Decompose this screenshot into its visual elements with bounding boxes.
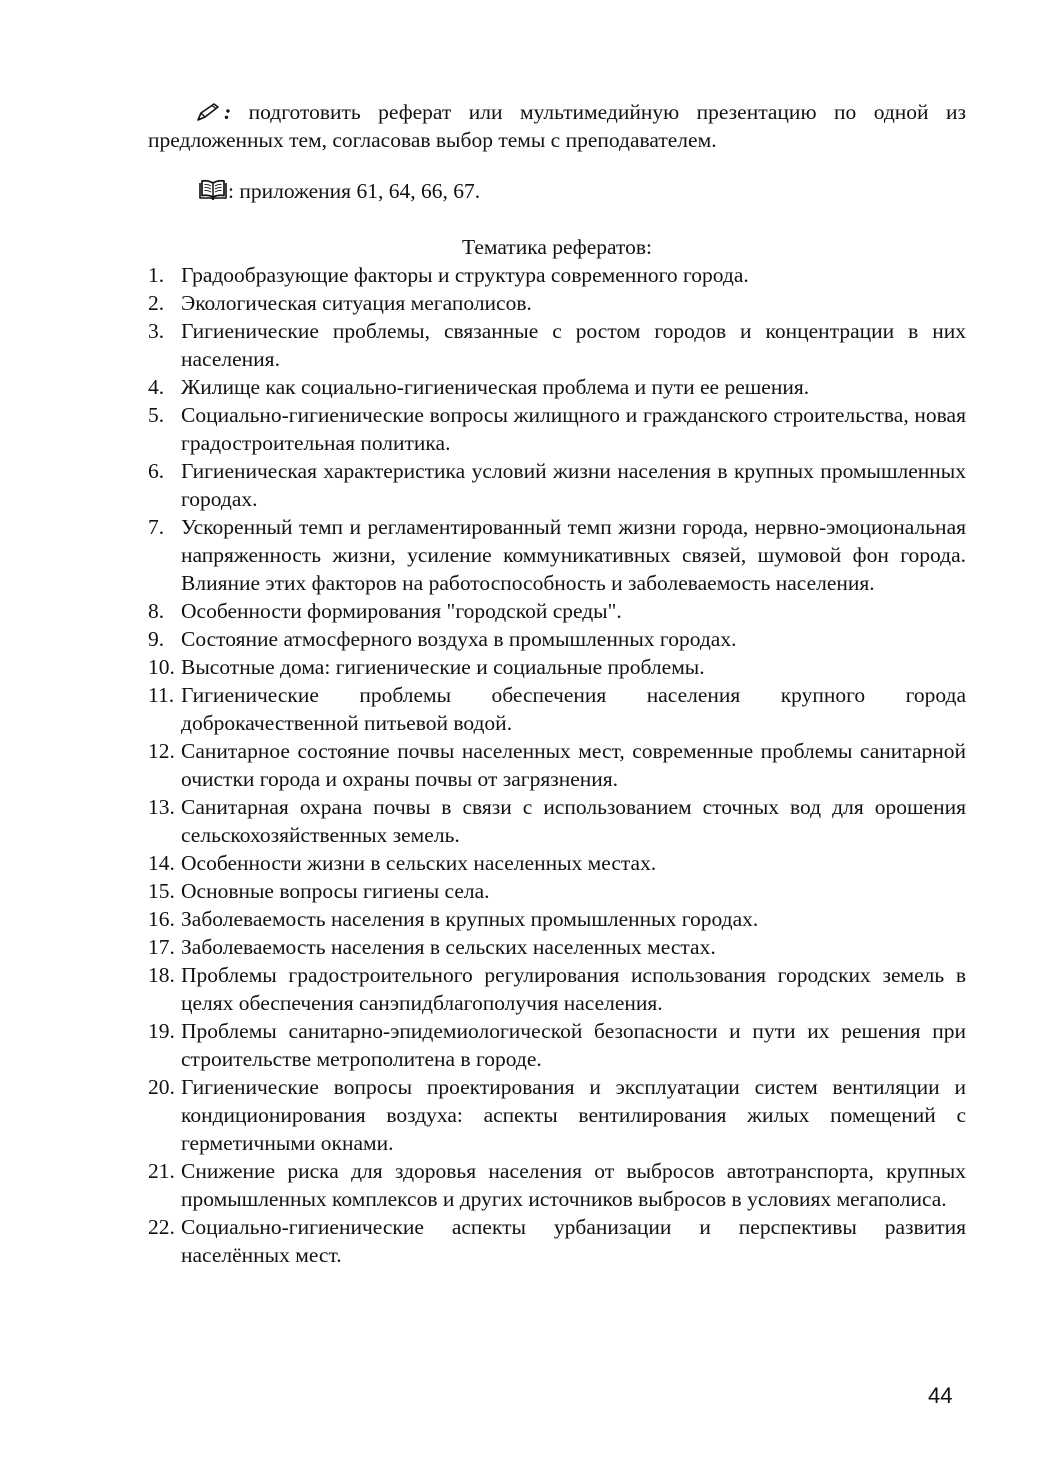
item-text: Градообразующие факторы и структура современного города. [181,263,749,287]
list-item [148,877,966,905]
item-text: Социально-гигиенические вопросы жилищного и гражданского строительства, новая градостроительная политика. [181,403,966,455]
topics-title: Тематика рефератов: [462,235,652,259]
list-item [148,457,966,513]
item-text: Ускоренный темп и регламентированный темп жизни города, нервно-эмоциональная напряженность жизни, усиление коммуникативных связей, шумовой фон города. Влияние этих факторов на работоспособность и заболеваемость населения. [181,515,966,595]
item-number: 22. [148,1215,175,1239]
page-content [148,98,966,1269]
list-item [148,933,966,961]
item-number: 6. [148,459,165,483]
list-item [148,625,966,653]
topics-list [148,261,966,1269]
item-number: 21. [148,1159,175,1183]
item-number: 14. [148,851,175,875]
appendix-line [148,177,966,205]
item-number: 8. [148,599,165,623]
list-item [148,653,966,681]
item-text: Гигиенические вопросы проектирования и эксплуатации систем вентиляции и кондиционирования воздуха: аспекты вентилирования жилых помещений с герметичными окнами. [181,1075,966,1155]
item-number: 20. [148,1075,175,1099]
list-item [148,1073,966,1157]
item-text: Особенности формирования "городской среды". [181,599,622,623]
page-number: 44 [928,1383,953,1408]
item-number: 17. [148,935,175,959]
list-item [148,1017,966,1073]
item-number: 13. [148,795,175,819]
list-item [148,905,966,933]
item-text: Гигиенические проблемы, связанные с ростом городов и концентрации в них населения. [181,319,966,371]
item-text: Основные вопросы гигиены села. [181,879,490,903]
item-text: Снижение риска для здоровья населения от выбросов автотранспорта, крупных промышленных комплексов и других источников выбросов в условиях мегаполиса. [181,1159,966,1211]
list-item [148,513,966,597]
appendix-text: : приложения 61, 64, 66, 67. [228,179,481,203]
item-text: Жилище как социально-гигиеническая проблема и пути ее решения. [181,375,810,399]
item-number: 16. [148,907,175,931]
item-number: 5. [148,403,165,427]
item-text: Особенности жизни в сельских населенных местах. [181,851,657,875]
task-paragraph: : подготовить реферат или мультимедийную презентацию по одной из предложенных тем, согласовав выбор темы с преподавателем. [148,100,966,152]
pencil-icon [196,102,222,122]
list-item [148,1213,966,1269]
list-item [148,1157,966,1213]
item-number: 15. [148,879,175,903]
list-item [148,597,966,625]
task-text: подготовить реферат или мультимедийную презентацию по одной из предложенных тем, согласовав выбор темы с преподавателем. [148,100,966,152]
item-text: Гигиеническая характеристика условий жизни населения в крупных промышленных городах. [181,459,966,511]
item-text: Санитарная охрана почвы в связи с использованием сточных вод для орошения сельскохозяйственных земель. [181,795,966,847]
item-number: 19. [148,1019,175,1043]
item-number: 9. [148,627,165,651]
item-number: 4. [148,375,165,399]
item-number: 18. [148,963,175,987]
item-number: 1. [148,263,165,287]
list-item [148,317,966,373]
item-text: Проблемы санитарно-эпидемиологической безопасности и пути их решения при строительстве метрополитена в городе. [181,1019,966,1071]
list-item [148,793,966,849]
item-number: 2. [148,291,165,315]
item-number: 7. [148,515,165,539]
list-item [148,681,966,737]
list-item [148,737,966,793]
list-item [148,849,966,877]
item-number: 12. [148,739,175,763]
item-text: Высотные дома: гигиенические и социальные проблемы. [181,655,705,679]
list-item [148,373,966,401]
item-number: 3. [148,319,165,343]
list-item [148,401,966,457]
item-text: Экологическая ситуация мегаполисов. [181,291,532,315]
open-book-icon [198,179,228,200]
item-text: Заболеваемость населения в крупных промышленных городах. [181,907,759,931]
item-text: Социально-гигиенические аспекты урбанизации и перспективы развития населённых мест. [181,1215,966,1267]
item-text: Состояние атмосферного воздуха в промышленных городах. [181,627,737,651]
list-item [148,289,966,317]
item-text: Заболеваемость населения в сельских населенных местах. [181,935,716,959]
item-text: Санитарное состояние почвы населенных мест, современные проблемы санитарной очистки города и охраны почвы от загрязнения. [181,739,966,791]
list-item [148,261,966,289]
item-number: 11. [148,683,175,707]
item-text: Проблемы градостроительного регулирования использования городских земель в целях обеспечения санэпидблагополучия населения. [181,963,966,1015]
list-item [148,961,966,1017]
item-number: 10. [148,655,175,679]
item-text: Гигиенические проблемы обеспечения населения крупного города доброкачественной питьевой водой. [181,683,966,735]
